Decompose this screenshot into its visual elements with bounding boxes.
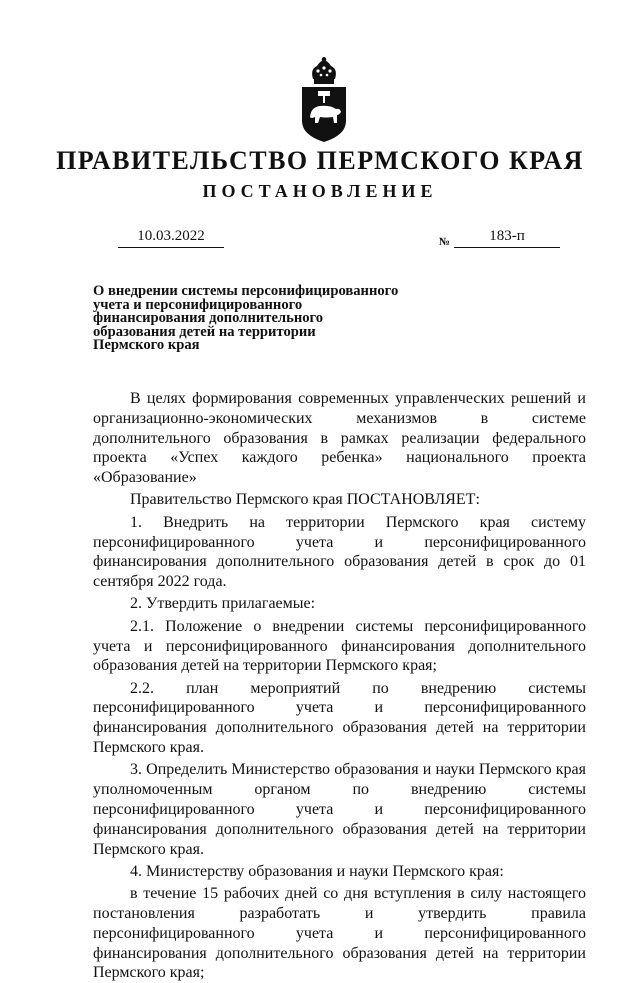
subject-line: Пермского края — [93, 337, 200, 354]
document-body — [93, 389, 586, 983]
coat-of-arms-icon — [296, 57, 352, 143]
subject-line: финансирования дополнительного — [93, 310, 324, 327]
document-subject — [93, 285, 433, 353]
preamble-paragraph: В целях формирования современных управленческих решений и организационно-экономических механизмов в системе дополнительного образования в рамках реализации федерального проекта «Успех каждого ребенка» национального проекта «Образование» — [93, 390, 586, 487]
number-sign: № — [439, 236, 451, 248]
government-title: ПРАВИТЕЛЬСТВО ПЕРМСКОГО КРАЯ — [56, 146, 584, 175]
document-date: 10.03.2022 — [118, 227, 224, 248]
paragraph-4-a: в течение 15 рабочих дней со дня вступления в силу настоящего постановления разработать и утвердить правила персонифицированного учета и персонифицированного финансирования дополнительного образования детей на территории Пермского края; — [93, 885, 586, 982]
subject-line: образования детей на территории — [93, 323, 316, 340]
paragraph-4: 4. Министерству образования и науки Пермского края: — [130, 862, 504, 880]
paragraph-3: 3. Определить Министерство образования и науки Пермского края уполномоченным органом по внедрению системы персонифицированного учета и персонифицированного финансирования дополнительного образования детей на территории Пермского края. — [93, 761, 586, 858]
resolves-paragraph: Правительство Пермского края ПОСТАНОВЛЯЕТ: — [130, 491, 480, 509]
document-number: 183-п — [454, 227, 560, 248]
subject-line: О внедрении системы персонифицированного — [93, 283, 399, 299]
paragraph-2-2: 2.2. план мероприятий по внедрению системы персонифицированного учета и персонифицированного финансирования дополнительного образования детей на территории Пермского края. — [93, 679, 586, 757]
subject-line: учета и персонифицированного — [93, 296, 303, 313]
document-type: ПОСТАНОВЛЕНИЕ — [202, 181, 438, 201]
paragraph-2: 2. Утвердить прилагаемые: — [130, 595, 316, 613]
paragraph-1: 1. Внедрить на территории Пермского края систему персонифицированного учета и персонифицированного финансирования дополнительного образования детей в срок до 01 сентября 2022 года. — [93, 513, 586, 591]
paragraph-2-1: 2.1. Положение о внедрении системы персонифицированного учета и персонифицированного финансирования дополнительного образования детей на территории Пермского края; — [93, 617, 586, 675]
